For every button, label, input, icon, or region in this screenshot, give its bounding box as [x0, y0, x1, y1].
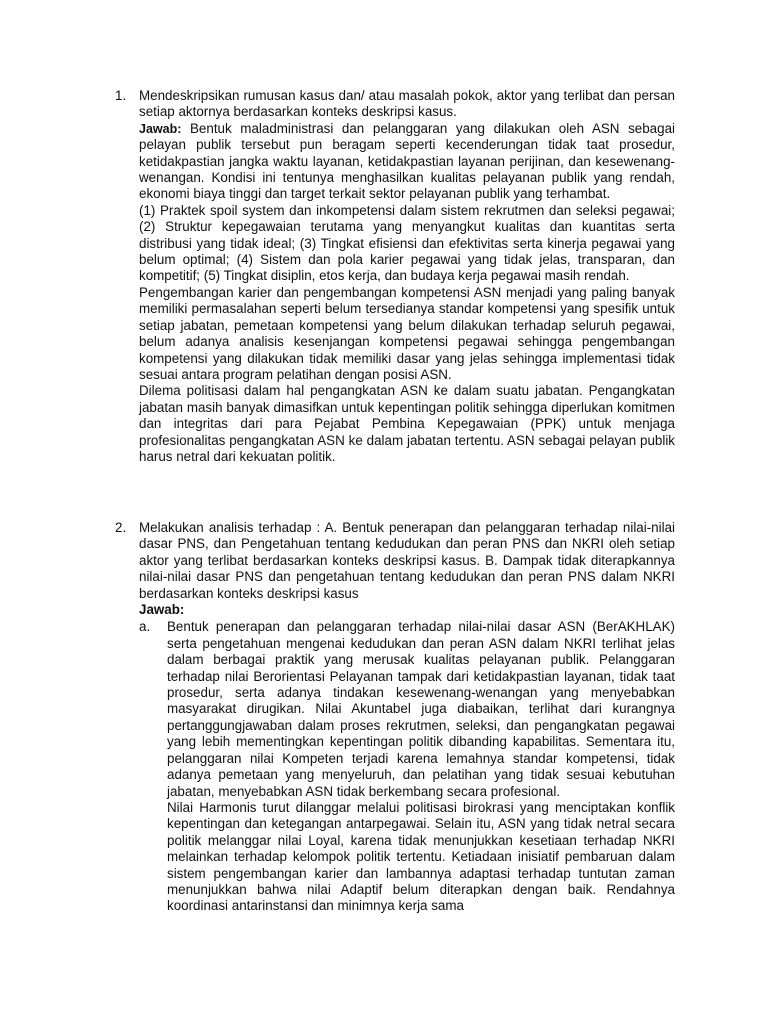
sub-item-body	[167, 619, 675, 914]
answer-intro: Bentuk maladministrasi dan pelanggaran yang dilakukan oleh ASN sebagai pelayan publik tersebut pun beragam seperti kecenderungan tidak taat prosedur, ketidakpastian jangka waktu layanan, ketidakpastian layanan perijinan, dan kesewenang-wenangan. Kondisi ini tentunya menghasilkan kualitas pelayanan publik yang rendah, ekonomi biaya tinggi dan target terkait sektor pelayanan publik yang terhambat.	[139, 120, 675, 202]
list-item-1	[115, 88, 675, 465]
question-text: Melakukan analisis terhadap : A. Bentuk penerapan dan pelanggaran terhadap nilai-nilai dasar PNS, dan Pengetahuan tentang kedudukan dan peran PNS dan NKRI oleh setiap aktor yang terlibat berdasarkan konteks deskripsi kasus. B. Dampak tidak diterapkannya nilai-nilai dasar PNS dan pengetahuan tentang kedudukan dan peran PNS dalam NKRI berdasarkan konteks deskripsi kasus	[139, 520, 675, 601]
sub-paragraph-2: Nilai Harmonis turut dilanggar melalui politisasi birokrasi yang menciptakan konflik kepentingan dan ketegangan antarpegawai. Selain itu, ASN yang tidak netral secara politik melanggar nilai Loyal, karena tidak menunjukkan kesetiaan terhadap NKRI melainkan terhadap kelompok politik tertentu. Ketiadaan inisiatif pembaruan dalam sistem pengembangan karier dan lambannya adaptasi terhadap tuntutan zaman menunjukkan bahwa nilai Adaptif belum diterapkan dengan baik. Rendahnya koordinasi antarinstansi dan minimnya kerja sama	[167, 799, 675, 914]
sub-item-letter: a.	[139, 619, 151, 635]
item-body	[139, 520, 675, 915]
answer-paragraph-2: (1) Praktek spoil system dan inkompetensi dalam sistem rekrutmen dan seleksi pegawai; (2) Struktur kepegawaian terutama yang menyangkut kualitas dan kuantitas serta distribusi yang tidak ideal; (3) Tingkat efisiensi dan efektivitas serta kinerja pegawai yang belum optimal; (4) Sistem dan pola karier pegawai yang tidak jelas, transparan, dan kompetitif; (5) Tingkat disiplin, etos kerja, dan budaya kerja pegawai masih rendah.	[139, 202, 675, 284]
answer-paragraph-3: Pengembangan karier dan pengembangan kompetensi ASN menjadi yang paling banyak memiliki permasalahan seperti belum tersedianya standar kompetensi yang spesifik untuk setiap jabatan, pemetaan kompetensi yang belum dilakukan terhadap seluruh pegawai, belum adanya analisis kesenjangan kompetensi pegawai sehingga pengembangan kompetensi yang dilakukan tidak memiliki dasar yang jelas sehingga implementasi tidak sesuai antara program pelatihan dengan posisi ASN.	[139, 284, 675, 382]
answer-label: Jawab:	[139, 602, 185, 618]
sub-item-a	[139, 619, 675, 914]
item-number: 2.	[115, 520, 127, 535]
question-text: Mendeskripsikan rumusan kasus dan/ atau masalah pokok, aktor yang terlibat dan persan setiap aktornya berdasarkan konteks deskripsi kasus.	[139, 88, 675, 120]
item-body	[139, 88, 675, 465]
answer-label: Jawab:	[139, 121, 182, 136]
answer-paragraph-4: Dilema politisasi dalam hal pengangkatan ASN ke dalam suatu jabatan. Pengangkatan jabatan masih banyak dimasifkan untuk kepentingan politik sehingga diperlukan komitmen dan integritas dari para Pejabat Pembina Kepegawaian (PPK) untuk menjaga profesionalitas pengangkatan ASN ke dalam jabatan tertentu. ASN sebagai pelayan publik harus netral dari kekuatan politik.	[139, 383, 675, 464]
answer-paragraph	[139, 121, 675, 203]
item-number: 1.	[115, 88, 127, 103]
sub-paragraph-1: Bentuk penerapan dan pelanggaran terhadap nilai-nilai dasar ASN (BerAKHLAK) serta pengetahuan mengenai kedudukan dan peran ASN dalam NKRI terlihat jelas dalam berbagai praktik yang merusak kualitas pelayanan publik. Pelanggaran terhadap nilai Berorientasi Pelayanan tampak dari ketidakpastian layanan, tidak taat prosedur, serta adanya tindakan kesewenang-wenangan yang menyebabkan masyarakat dirugikan. Nilai Akuntabel juga diabaikan, terlihat dari kurangnya pertanggungjawaban dalam proses rekrutmen, seleksi, dan pengangkatan pegawai yang lebih mementingkan kepentingan politik dibanding kapabilitas. Sementara itu, pelanggaran nilai Kompeten terjadi karena lemahnya standar kompetensi, tidak adanya pemetaan yang menyeluruh, dan pelatihan yang tidak sesuai kebutuhan jabatan, menyebabkan ASN tidak berkembang secara profesional.	[167, 619, 675, 799]
list-item-2	[115, 520, 675, 915]
